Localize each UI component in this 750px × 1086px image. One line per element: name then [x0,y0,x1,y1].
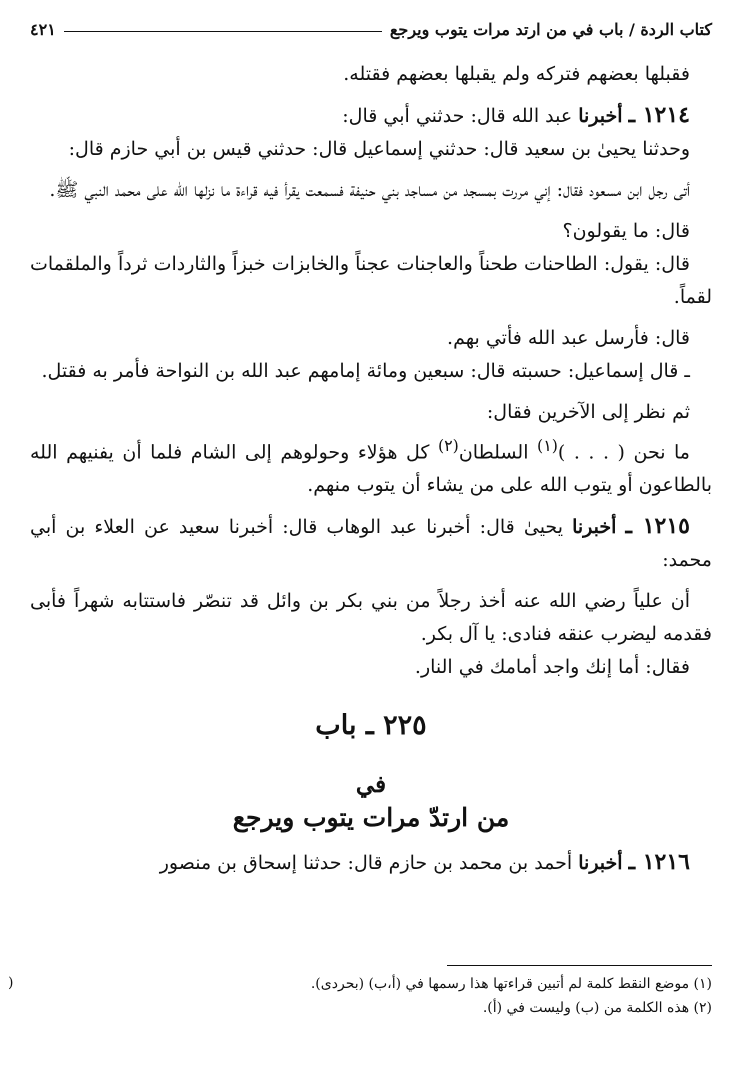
hadith-1216-heading [30,846,712,880]
hadith-1214-heading [30,99,712,133]
footnote-rule [447,965,712,966]
text-run: ما نحن ( . . . ) [557,441,690,464]
paragraph: قال: فأرسل عبد الله فأتي بهم. [447,327,690,349]
hadith-text: أحمد بن محمد بن حازم قال: حدثنا إسحاق بن منصور [159,852,573,875]
hadith-number: ١٢١٥ ـ [625,513,690,540]
paragraph: فقال: أما إنك واجد أمامك في النار. [414,656,690,679]
chapter-subheading: من ارتدّ مرات يتوب ويرجع [232,803,510,833]
paragraph: ـ قال إسماعيل: حسبته قال: سبعين ومائة إمامهم عبد الله بن النواحة فأمر به فقتل. [41,360,690,382]
paragraph: ثم نظر إلى الآخرين فقال: [486,401,690,423]
running-title: كتاب الردة / باب في من ارتد مرات يتوب ويرجع [389,20,712,39]
paragraph: فقبلها بعضهم فتركه ولم يقبلها بعضهم فقتله. [343,63,690,85]
margin-mark: ( [8,975,14,991]
chapter-subheading-prefix: في [355,771,387,799]
header-rule [64,31,382,32]
page-header [30,20,712,39]
footnote-ref: (٢) [437,436,459,455]
footnotes [30,972,712,1020]
paragraph: قال: ما يقولون؟ [562,220,690,242]
paragraph: وحدثنا يحيىٰ بن سعيد قال: حدثني إسماعيل قال: حدثني قيس بن أبي حازم قال: [68,138,690,160]
chapter-heading: ٢٢٥ ـ باب [315,710,427,742]
footnote-1: (١) موضع النقط كلمة لم أتبين قراءتها هذا رسمها في (أ،ب) (بحردى). [310,976,712,992]
hadith-label: أخبرنا [578,105,623,127]
text-run: السلطان [458,441,538,464]
hadith-number: ١٢١٤ ـ [628,102,690,128]
page-body [30,58,712,888]
hadith-1215-heading [30,510,712,577]
hadith-label: أخبرنا [578,852,623,875]
hadith-number: ١٢١٦ ـ [628,849,690,876]
hadith-label: أخبرنا [572,516,617,539]
paragraph: قال: يقول: الطاحنات طحناً والعاجنات عجناً والخابزات خبزاً والثاردات ثرداً والملقمات لقماً. [30,253,712,308]
paragraph: أن علياً رضي الله عنه أخذ رجلاً من بني بكر بن وائل قد تنصّر فاستتابه شهراً فأبى فقدمه ليضرب عنقه فنادى: يا آل بكر. [30,590,712,646]
hadith-text: يحيىٰ قال: أخبرنا عبد الوهاب قال: أخبرنا سعيد عن العلاء بن أبي محمد: [30,516,712,572]
text-run: كل هؤلاء وحولوهم إلى الشام فلما أن يفنيهم الله بالطاعون أو يتوب الله على من يشاء أن يتوب منهم. [30,441,712,497]
paragraph: أتى رجل ابن مسعود فقال: إني مررت بمسجد من مساجد بني حنيفة فسمعت يقرأ فيه قراءة ما نزلها الله على محمد النبي ﷺ. [49,179,690,201]
paragraph [30,429,712,502]
footnote-2: (٢) هذه الكلمة من (ب) وليست في (أ). [482,1000,712,1016]
hadith-text: عبد الله قال: حدثني أبي قال: [342,105,573,127]
footnote-ref: (١) [537,436,558,455]
page-number: ٤٢١ [30,20,56,39]
